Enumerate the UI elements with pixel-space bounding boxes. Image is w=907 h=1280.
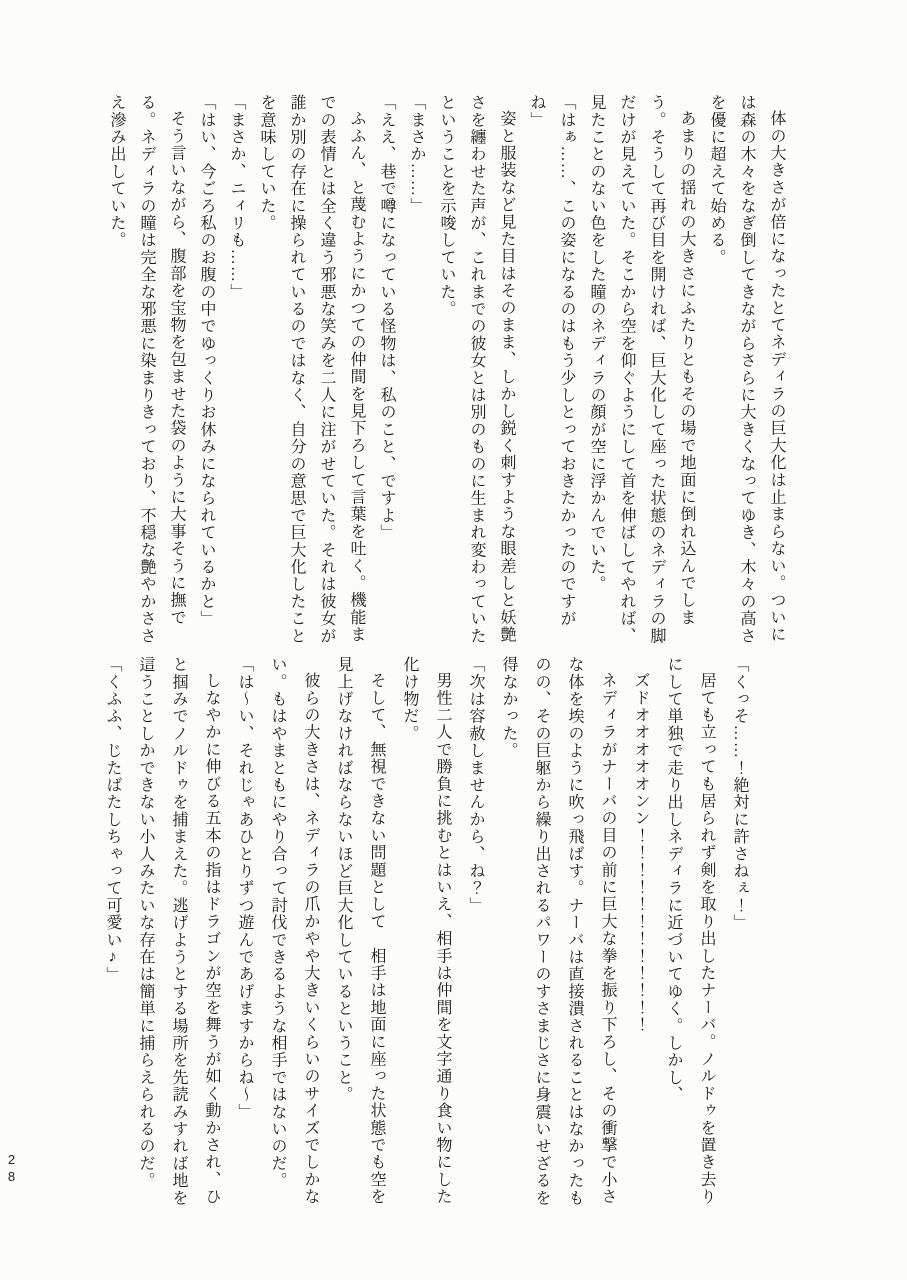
paragraph: そう言いながら、腹部を宝物を包ませた袋のように大事そうに撫でる。ネディラの瞳は完全な邪悪に染まりきっており、不穏な艶やかささえ滲み出していた。 bbox=[108, 94, 185, 645]
dialogue-line: 「ええ、巷で噂になっている怪物は、私のこと、ですよ」 bbox=[378, 94, 395, 542]
paragraph: 姿と服装など見た目はそのまま、しかし鋭く刺すような眼差しと妖艶さを纏わせた声が、これまでの彼女とは別のものに生まれ変わっていたということを示唆していた。 bbox=[438, 94, 515, 645]
paragraph: しなやかに伸びる五本の指はドラゴンが空を舞うが如く動かされ、ひと掴みでノルドゥを捕まえた。逃げようとする場所を先読みすれば地を這うことしかできない小人みたいな存在は簡単に捕らえられるのだ。 bbox=[137, 656, 220, 1207]
page-number: 28 bbox=[4, 1152, 19, 1186]
dialogue-line: 「はぁ……、この姿になるのはもう少しとっておきたかったのですがね」 bbox=[528, 94, 575, 628]
paragraph: そして、無視できない問題として 相手は地面に座った状態でも空を見上げなければならないほど巨大化しているということ。 bbox=[335, 656, 385, 1206]
paragraph: 彼らの大きさは、ネディラの爪かやや大きいくらいのサイズでしかない。もはやまともにやり合って討伐できるような相手ではないのだ。 bbox=[269, 656, 319, 1206]
sound-effect-line: ズドオオオオオンン！！！！！！！！！！！！ bbox=[632, 672, 649, 1034]
dialogue-line: 「くふふ、じたばたしちゃって可愛い♪」 bbox=[104, 656, 121, 984]
dialogue-line: 「まさか、ニィリも……」 bbox=[228, 94, 245, 301]
paragraph: 居ても立っても居られず剣を取り出したナーバ。ノルドゥを置き去りにして単独で走り出しネディラに近づいてゆく。しかし、 bbox=[665, 656, 715, 1206]
paragraph: 体の大きさが倍になったとてネディラの巨大化は止まらない。ついには森の木々をなぎ倒してきながらさらに大きくなってゆき、木々の高さを優に超えて始める。 bbox=[708, 94, 785, 645]
paragraph: ネディラがナーバの目の前に巨大な拳を振り下ろし、その衝撃で小さな体を埃のように吹っ飛ばす。ナーバは直接潰されることはなかったものの、その巨躯から繰り出されるパワーのすさまじさに身震いせざるを得なかった。 bbox=[500, 656, 616, 1207]
dialogue-line: 「くっそ……！絶対に許さねぇ！」 bbox=[731, 656, 748, 932]
paragraph: あまりの揺れの大きさにふたりともその場で地面に倒れ込んでしまう。そうして再び目を開ければ、巨大化して座った状態のネディラの脚だけが見えていた。そこから空を仰ぐようにして首を伸ばしてやれば、見たことのない色をした瞳のネディラの顔が空に浮かんでいた。 bbox=[588, 94, 695, 645]
text-block-top bbox=[101, 94, 791, 646]
paragraph: ふふん、と蔑むようにかつての仲間を見下ろして言葉を吐く。機能までの表情とは全く違う邪悪な笑みを二人に注がせていた。それは彼女が誰か別の存在に操られているのではなく、自分の意思で巨大化したことを意味していた。 bbox=[258, 94, 365, 645]
paragraph: 男性二人で勝負に挑むとはいえ、相手は仲間を文字通り食い物にした化け物だ。 bbox=[401, 656, 451, 1206]
dialogue-line: 「は〜い、それじゃあひとりずつ遊んであげますからね〜」 bbox=[236, 656, 253, 1121]
dialogue-line: 「はい、今ごろ私のお腹の中でゆっくりお休みになられているかと」 bbox=[198, 94, 215, 628]
text-block-bottom bbox=[96, 656, 756, 1208]
dialogue-line: 「次は容赦しませんから、ね？」 bbox=[467, 656, 484, 914]
dialogue-line: 「まさか……」 bbox=[408, 94, 425, 215]
